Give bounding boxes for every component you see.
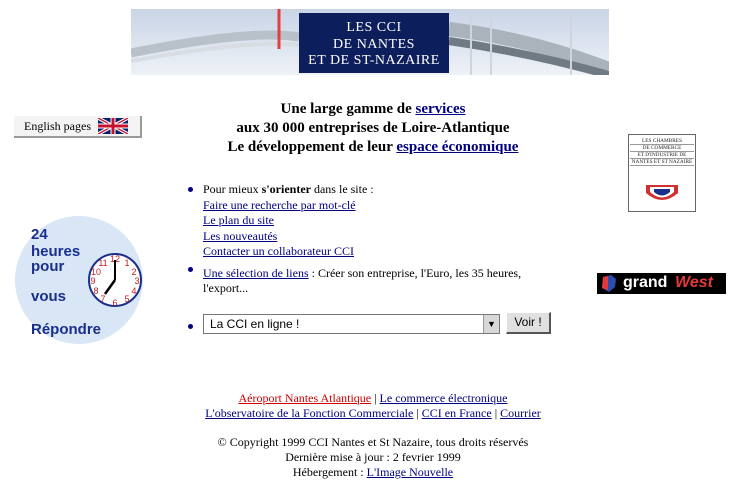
- cci-chambres-logo[interactable]: [628, 134, 696, 212]
- headline-text: Le développement de leur: [227, 139, 397, 155]
- last-update: Dernière mise à jour : 2 fevrier 1999: [285, 450, 461, 464]
- svg-text:1: 1: [124, 258, 130, 268]
- orient-intro-suffix: dans le site :: [310, 182, 374, 196]
- cci-france-link[interactable]: CCI en France: [421, 406, 492, 420]
- svg-text:9: 9: [90, 276, 96, 286]
- banner-title-line: ET DE ST-NAZAIRE: [308, 53, 440, 68]
- orientation-list: [188, 182, 568, 297]
- cci-emblem-icon: [642, 183, 682, 209]
- cci-logo-line: DE COMMERCE: [630, 145, 694, 152]
- site-map-link[interactable]: Le plan du site: [203, 213, 274, 227]
- airport-link[interactable]: Aéroport Nantes Atlantique: [238, 391, 372, 405]
- svg-text:4: 4: [131, 286, 137, 296]
- uk-flag-icon: [98, 118, 128, 134]
- ecommerce-link[interactable]: Le commerce électronique: [379, 391, 508, 405]
- search-keyword-link[interactable]: Faire une recherche par mot-clé: [203, 197, 356, 212]
- select-value: La CCI en ligne !: [210, 317, 300, 331]
- headline: [140, 100, 606, 157]
- cci-logo-line: LES CHAMBRES: [630, 138, 694, 145]
- footer-links-1: Aéroport Nantes Atlantique | Le commerce électronique: [238, 391, 508, 405]
- orient-intro: Pour mieux: [203, 182, 262, 196]
- svg-text:3: 3: [134, 276, 140, 286]
- badge-line: 24 heures: [31, 226, 81, 260]
- contact-link[interactable]: Contacter un collaborateur CCI: [203, 244, 354, 258]
- services-link[interactable]: services: [415, 101, 466, 117]
- hosting-link[interactable]: L'Image Nouvelle: [366, 465, 454, 479]
- svg-text:12: 12: [109, 254, 121, 264]
- espace-economique-link[interactable]: espace économique: [396, 139, 519, 155]
- english-pages-label: English pages: [24, 119, 91, 133]
- svg-text:6: 6: [112, 298, 118, 308]
- hosting-prefix: Hébergement :: [292, 465, 367, 479]
- cci-logo-line: ET D'INDUSTRIE DE: [630, 152, 694, 159]
- svg-text:10: 10: [90, 267, 102, 277]
- svg-text:5: 5: [124, 294, 130, 304]
- selection-links-link[interactable]: Une sélection de liens: [203, 265, 309, 280]
- bullet-icon: [188, 267, 193, 272]
- badge-line: pour: [31, 258, 65, 275]
- cci-logo-line: NANTES ET ST NAZAIRE: [631, 159, 693, 165]
- bullet-icon: [188, 324, 193, 329]
- selection-item: [203, 266, 568, 297]
- footer-links-2: L'observatoire de la Fonction Commerciale | CCI en France | Courrier: [205, 406, 541, 420]
- news-link[interactable]: Les nouveautés: [203, 228, 278, 243]
- chevron-down-icon[interactable]: ▼: [483, 315, 499, 333]
- cci-online-select[interactable]: [203, 314, 500, 334]
- hosting: [140, 465, 606, 480]
- header-banner: [131, 9, 609, 75]
- clock-icon: [85, 250, 145, 310]
- banner-title: [299, 13, 449, 73]
- headline-line-1: [140, 100, 606, 119]
- orient-bold: s'orienter: [261, 182, 311, 196]
- observatoire-link[interactable]: L'observatoire de la Fonction Commerciale: [205, 406, 414, 420]
- headline-text: Une large gamme de: [280, 101, 416, 117]
- grandwest-logo[interactable]: [597, 273, 726, 294]
- badge-line: vous: [31, 288, 67, 305]
- orient-item: [203, 182, 568, 260]
- copyright: © Copyright 1999 CCI Nantes et St Nazaire, tous droits réservés: [217, 435, 529, 449]
- footer: [140, 391, 606, 480]
- svg-text:7: 7: [100, 294, 106, 304]
- grandwest-text: grand: [623, 274, 668, 291]
- svg-text:2: 2: [131, 267, 137, 277]
- grandwest-text-accent: West: [675, 274, 713, 291]
- headline-line-3: [140, 138, 606, 157]
- voir-button[interactable]: Voir !: [506, 312, 551, 334]
- france-map-icon: [599, 273, 619, 294]
- courrier-link[interactable]: Courrier: [500, 406, 541, 420]
- headline-line-2: aux 30 000 entreprises de Loire-Atlantique: [236, 120, 510, 136]
- banner-title-line: DE NANTES: [333, 36, 415, 52]
- svg-text:8: 8: [93, 286, 99, 296]
- banner-title-line: LES CCI: [346, 20, 402, 35]
- english-pages-button[interactable]: [14, 116, 142, 138]
- selection-text: : Créer son entreprise, l'Euro, les 35 heures, l'export...: [203, 265, 522, 295]
- bullet-icon: [188, 187, 193, 192]
- badge-line: Répondre: [31, 321, 102, 338]
- svg-text:11: 11: [98, 258, 108, 268]
